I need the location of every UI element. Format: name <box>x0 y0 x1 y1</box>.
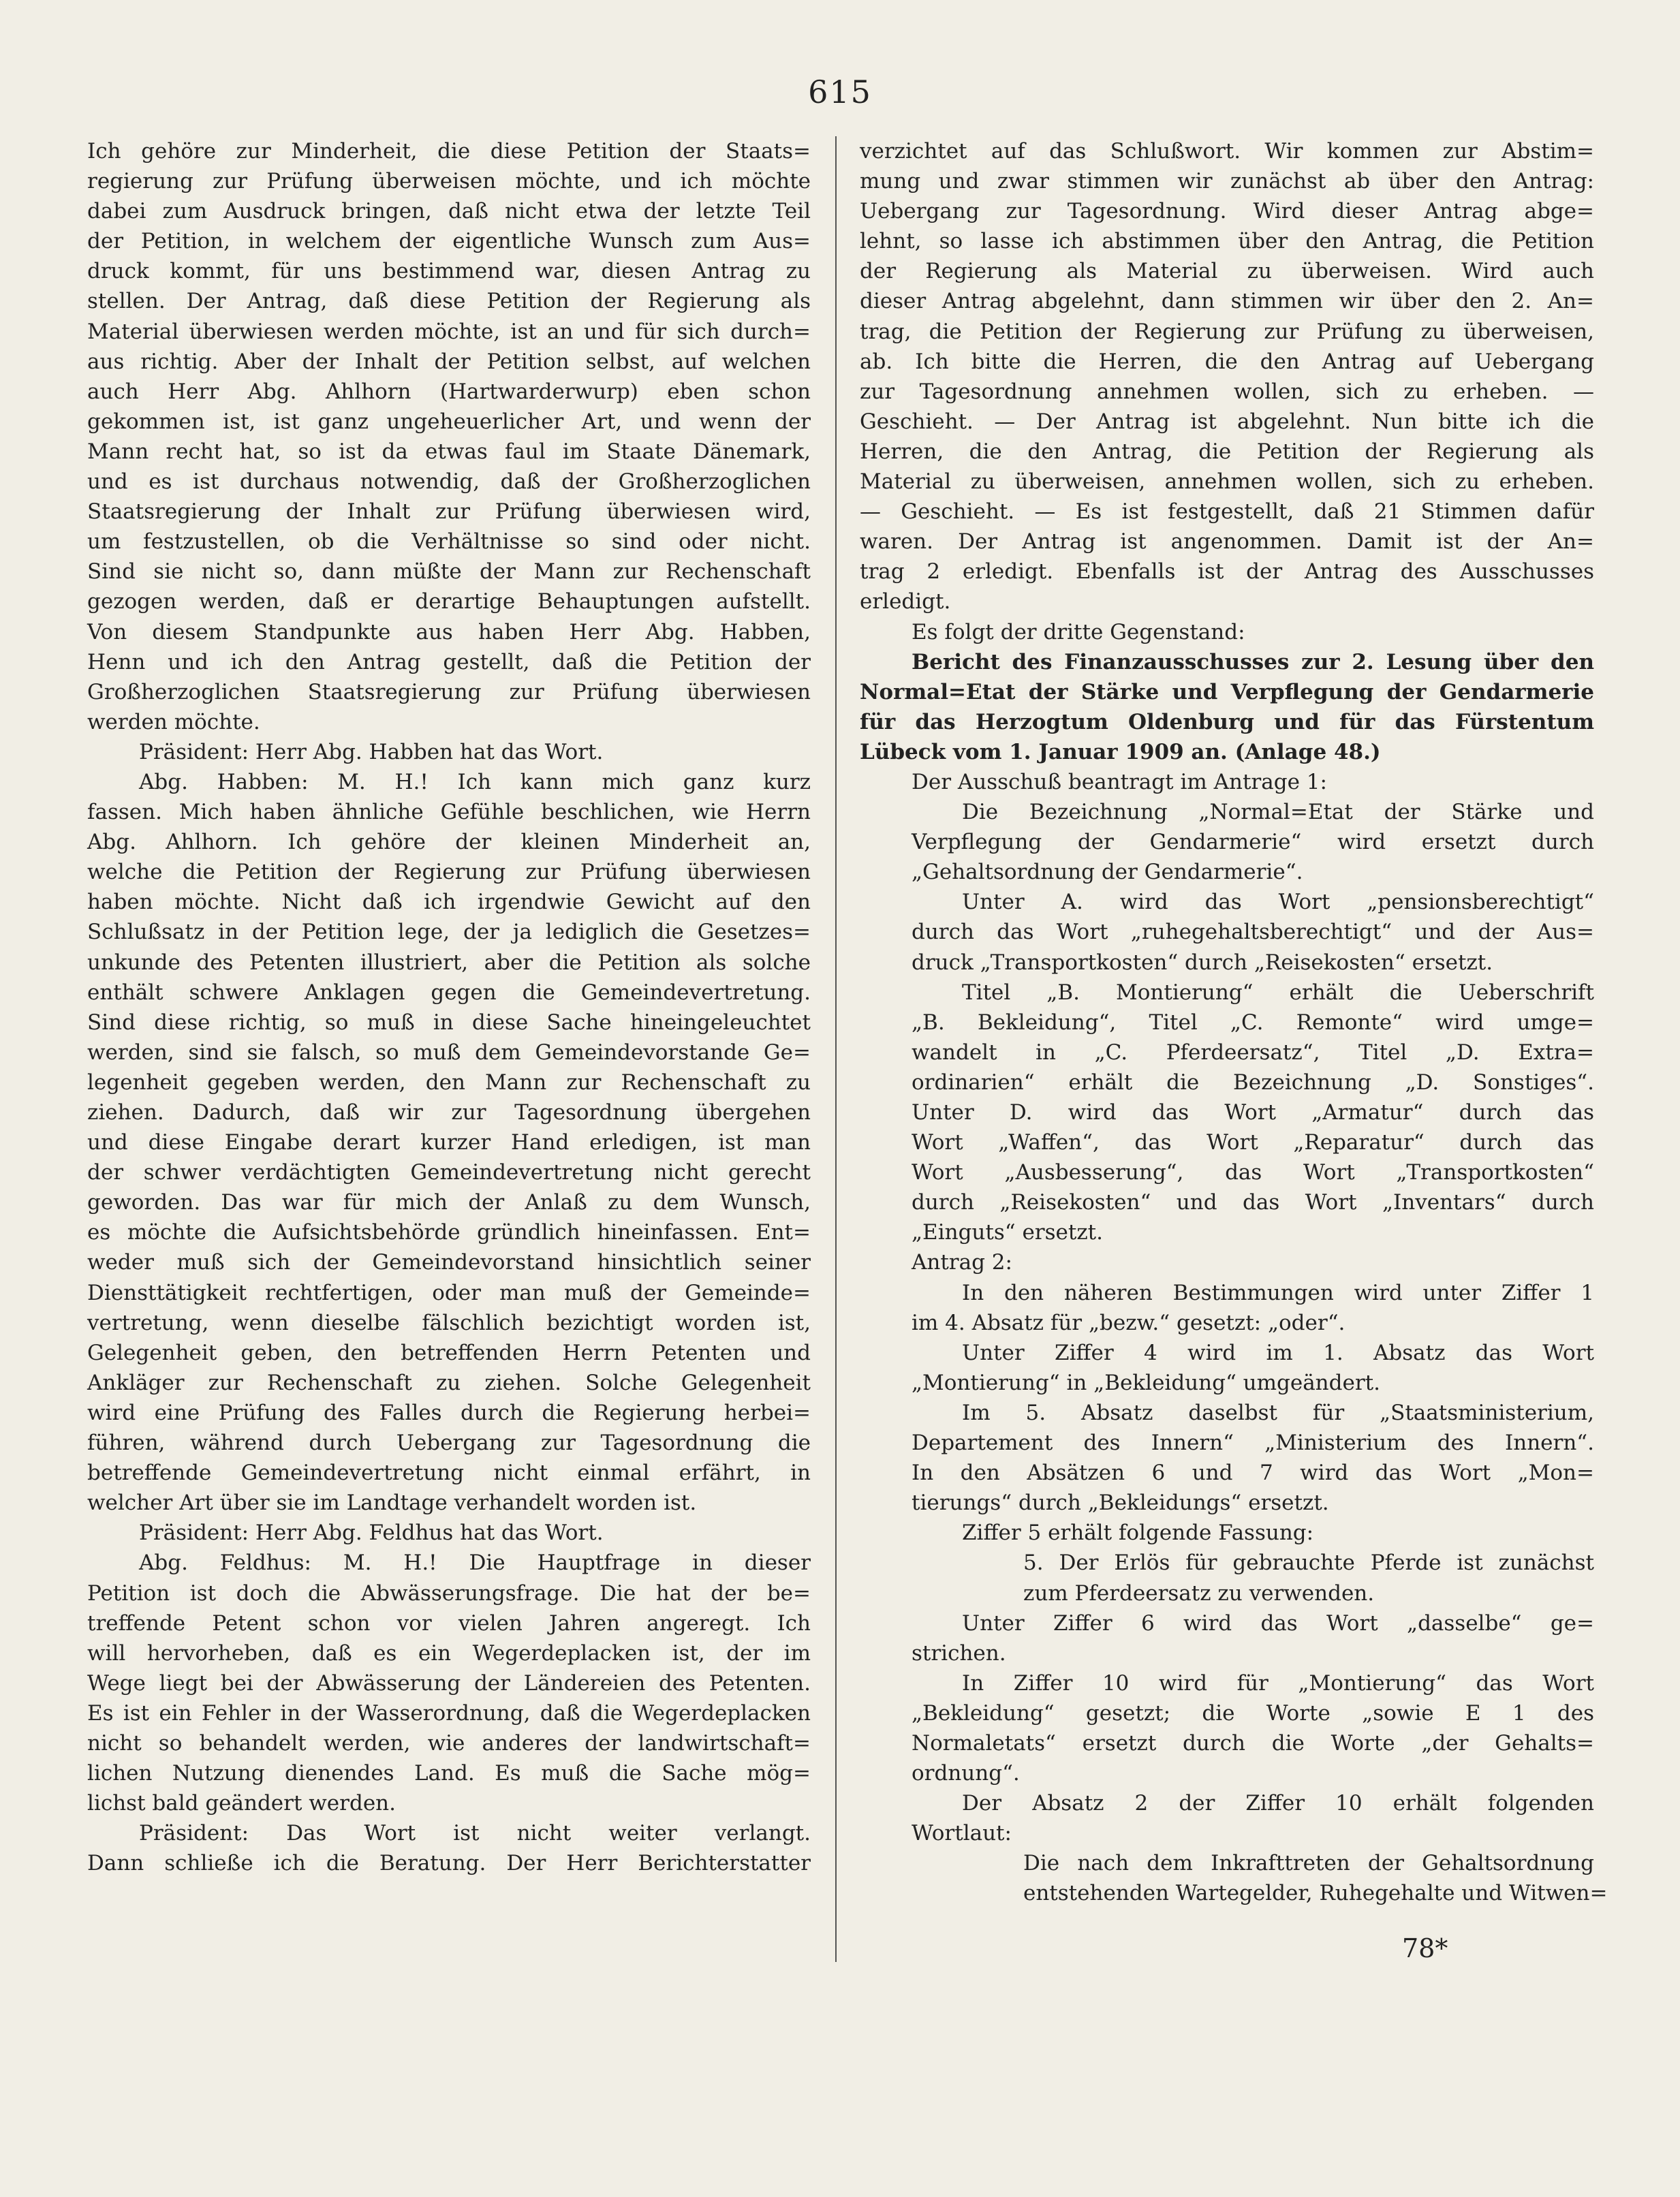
sheet-signature: 78* <box>1402 1933 1448 1963</box>
text-line: Petition ist doch die Abwässerungsfrage. Die hat der be= <box>87 1580 811 1606</box>
text-line: unkunde des Petenten illustriert, aber die Petition als solche <box>87 950 811 975</box>
text-line: In Ziffer 10 wird für „Montierung“ das Wort <box>962 1670 1594 1696</box>
text-line: und diese Eingabe derart kurzer Hand erledigen, ist man <box>87 1130 811 1155</box>
text-line: verzichtet auf das Schlußwort. Wir kommen zur Abstim= <box>860 139 1594 163</box>
text-line: gezogen werden, daß er derartige Behauptungen aufstellt. <box>87 589 811 614</box>
text-line: wandelt in „C. Pferdeersatz“, Titel „D. Extra= <box>912 1040 1594 1065</box>
text-line: Sind sie nicht so, dann müßte der Mann zur Rechenschaft <box>87 559 811 585</box>
text-line: der Petition, in welchem der eigentliche Wunsch zum Aus= <box>87 229 811 254</box>
text-line: „B. Bekleidung“, Titel „C. Remonte“ wird umge= <box>912 1010 1594 1035</box>
text-line: welche die Petition der Regierung zur Prüfung überwiesen <box>87 860 811 885</box>
text-line: Die Bezeichnung „Normal=Etat der Stärke und <box>962 800 1594 825</box>
text-line: Uebergang zur Tagesordnung. Wird dieser Antrag abge= <box>860 199 1594 224</box>
text-line: Es folgt der dritte Gegenstand: <box>912 619 1245 644</box>
text-line: will hervorheben, daß es ein Wegerdeplacken ist, der im <box>87 1640 811 1666</box>
text-line: Diensttätigkeit rechtfertigen, oder man muß der Gemeinde= <box>87 1280 811 1305</box>
text-line: Wort „Waffen“, das Wort „Reparatur“ durch das <box>912 1130 1594 1155</box>
text-line: Wortlaut: <box>912 1821 1012 1846</box>
text-line: lichen Nutzung dienendes Land. Es muß die Sache mög= <box>87 1761 811 1786</box>
text-line: enthält schwere Anklagen gegen die Gemeindevertretung. <box>87 980 811 1005</box>
text-line: Schlußsatz in der Petition lege, der ja lediglich die Gesetzes= <box>87 920 811 945</box>
text-line: Abg. Ahlhorn. Ich gehöre der kleinen Minderheit an, <box>87 830 811 855</box>
right-text-column <box>860 136 1608 1909</box>
text-line: Bericht des Finanzausschusses zur 2. Lesung über den <box>912 649 1594 674</box>
text-line: Departement des Innern“ „Ministerium des Innern“. <box>912 1431 1594 1456</box>
text-line: trag, die Petition der Regierung zur Prüfung zu überweisen, <box>860 319 1594 344</box>
text-line: 5. Der Erlös für gebrauchte Pferde ist zunächst <box>1023 1551 1594 1576</box>
text-line: regierung zur Prüfung überweisen möchte, und ich möchte <box>87 169 811 194</box>
text-line: und es ist durchaus notwendig, daß der Großherzoglichen <box>87 469 811 495</box>
text-line: — Geschieht. — Es ist festgestellt, daß 21 Stimmen dafür <box>860 499 1594 525</box>
text-line: durch „Reisekosten“ und das Wort „Inventars“ durch <box>912 1190 1594 1215</box>
text-line: Herren, die den Antrag, die Petition der Regierung als <box>860 439 1594 464</box>
text-line: strichen. <box>912 1640 1006 1666</box>
text-line: ordinarien“ erhält die Bezeichnung „D. Sonstiges“. <box>912 1070 1594 1095</box>
text-line: es möchte die Aufsichtsbehörde gründlich hineinfassen. Ent= <box>87 1220 811 1245</box>
text-line: Unter A. wird das Wort „pensionsberechtigt“ <box>962 890 1594 915</box>
text-line: legenheit gegeben werden, den Mann zur Rechenschaft zu <box>87 1070 811 1095</box>
text-line: wird eine Prüfung des Falles durch die Regierung herbei= <box>87 1400 811 1425</box>
text-line: Wort „Ausbesserung“, das Wort „Transportkosten“ <box>912 1160 1594 1185</box>
text-line: „Montierung“ in „Bekleidung“ umgeändert. <box>912 1370 1380 1395</box>
text-line: Der Absatz 2 der Ziffer 10 erhält folgenden <box>962 1791 1594 1816</box>
text-line: Gelegenheit geben, den betreffenden Herrn Petenten und <box>87 1340 811 1365</box>
text-line: Der Ausschuß beantragt im Antrage 1: <box>912 769 1327 794</box>
text-line: für das Herzogtum Oldenburg und für das Fürstentum <box>860 709 1594 734</box>
text-line: Geschieht. — Der Antrag ist abgelehnt. Nun bitte ich die <box>860 409 1594 434</box>
text-line: lichst bald geändert werden. <box>87 1791 396 1816</box>
text-line: Es ist ein Fehler in der Wasserordnung, daß die Wegerdeplacken <box>87 1700 811 1726</box>
text-line: Abg. Habben: M. H.! Ich kann mich ganz kurz <box>139 769 811 794</box>
text-line: druck kommt, für uns bestimmend war, diesen Antrag zu <box>87 259 811 284</box>
text-line: geworden. Das war für mich der Anlaß zu dem Wunsch, <box>87 1190 811 1215</box>
text-line: Titel „B. Montierung“ erhält die Ueberschrift <box>962 980 1594 1005</box>
text-line: weder muß sich der Gemeindevorstand hinsichtlich seiner <box>87 1250 811 1275</box>
text-line: durch das Wort „ruhegehaltsberechtigt“ und der Aus= <box>912 920 1594 945</box>
text-line: ab. Ich bitte die Herren, die den Antrag auf Uebergang <box>860 349 1594 374</box>
text-line: dieser Antrag abgelehnt, dann stimmen wir über den 2. An= <box>860 289 1594 314</box>
text-line: Präsident: Herr Abg. Habben hat das Wort. <box>139 739 604 764</box>
text-line: zum Pferdeersatz zu verwenden. <box>1023 1580 1375 1606</box>
text-line: erledigt. <box>860 589 951 614</box>
text-line: der schwer verdächtigten Gemeindevertretung nicht gerecht <box>87 1160 811 1185</box>
text-line: stellen. Der Antrag, daß diese Petition der Regierung als <box>87 289 811 314</box>
text-line: dabei zum Ausdruck bringen, daß nicht etwa der letzte Teil <box>87 199 811 224</box>
page-number: 615 <box>808 74 872 110</box>
text-line: Henn und ich den Antrag gestellt, daß die Petition der <box>87 649 811 674</box>
text-line: druck „Transportkosten“ durch „Reisekosten“ ersetzt. <box>912 950 1493 975</box>
text-line: Normal=Etat der Stärke und Verpflegung der Gendarmerie <box>860 679 1594 704</box>
text-line: Unter Ziffer 4 wird im 1. Absatz das Wort <box>962 1340 1594 1365</box>
text-line: Material überwiesen werden möchte, ist an und für sich durch= <box>87 319 811 344</box>
text-line: entstehenden Wartegelder, Ruhegehalte und Witwen= <box>1023 1881 1608 1906</box>
text-line: haben möchte. Nicht daß ich irgendwie Gewicht auf den <box>87 890 811 915</box>
text-line: Präsident: Herr Abg. Feldhus hat das Wort. <box>139 1521 604 1546</box>
text-line: führen, während durch Uebergang zur Tagesordnung die <box>87 1431 811 1456</box>
text-line: trag 2 erledigt. Ebenfalls ist der Antrag des Ausschusses <box>860 559 1594 585</box>
text-line: Mann recht hat, so ist da etwas faul im Staate Dänemark, <box>87 439 811 464</box>
text-line: Abg. Feldhus: M. H.! Die Hauptfrage in dieser <box>139 1551 811 1576</box>
text-line: Antrag 2: <box>912 1250 1012 1275</box>
text-line: Verpflegung der Gendarmerie“ wird ersetzt durch <box>912 830 1594 855</box>
text-line: ordnung“. <box>912 1761 1020 1786</box>
text-line: nicht so behandelt werden, wie anderes der landwirtschaft= <box>87 1730 811 1756</box>
text-line: Im 5. Absatz daselbst für „Staatsministerium, <box>962 1400 1594 1425</box>
text-line: tierungs“ durch „Bekleidungs“ ersetzt. <box>912 1491 1329 1516</box>
text-line: Material zu überweisen, annehmen wollen, sich zu erheben. <box>860 469 1594 495</box>
text-line: Normaletats“ ersetzt durch die Worte „der Gehalts= <box>912 1730 1594 1756</box>
text-line: zur Tagesordnung annehmen wollen, sich zu erheben. — <box>860 379 1594 404</box>
text-line: Ich gehöre zur Minderheit, die diese Petition der Staats= <box>87 139 811 163</box>
text-line: um festzustellen, ob die Verhältnisse so sind oder nicht. <box>87 529 811 555</box>
text-line: mung und zwar stimmen wir zunächst ab über den Antrag: <box>860 169 1594 194</box>
text-line: fassen. Mich haben ähnliche Gefühle beschlichen, wie Herrn <box>87 800 811 825</box>
text-line: Ankläger zur Rechenschaft zu ziehen. Solche Gelegenheit <box>87 1370 811 1395</box>
text-line: lehnt, so lasse ich abstimmen über den Antrag, die Petition <box>860 229 1594 254</box>
text-line: Unter Ziffer 6 wird das Wort „dasselbe“ ge= <box>962 1610 1594 1636</box>
text-line: der Regierung als Material zu überweisen. Wird auch <box>860 259 1594 284</box>
text-line: „Einguts“ ersetzt. <box>912 1220 1103 1245</box>
text-line: Lübeck vom 1. Januar 1909 an. (Anlage 48.) <box>860 739 1381 764</box>
text-line: auch Herr Abg. Ahlhorn (Hartwarderwurp) eben schon <box>87 379 811 404</box>
text-line: Von diesem Standpunkte aus haben Herr Abg. Habben, <box>87 619 811 644</box>
text-line: Großherzoglichen Staatsregierung zur Prüfung überwiesen <box>87 679 811 704</box>
text-line: vertretung, wenn dieselbe fälschlich bezichtigt worden ist, <box>87 1310 811 1335</box>
text-line: waren. Der Antrag ist angenommen. Damit ist der An= <box>860 529 1594 555</box>
text-line: Dann schließe ich die Beratung. Der Herr Berichterstatter <box>87 1851 811 1876</box>
text-line: aus richtig. Aber der Inhalt der Petition selbst, auf welchen <box>87 349 811 374</box>
text-line: Ziffer 5 erhält folgende Fassung: <box>962 1521 1314 1546</box>
text-line: Staatsregierung der Inhalt zur Prüfung überwiesen wird, <box>87 499 811 525</box>
left-text-column <box>87 136 811 1878</box>
column-divider <box>835 136 837 1962</box>
text-line: werden, sind sie falsch, so muß dem Gemeindevorstande Ge= <box>87 1040 811 1065</box>
text-line: In den näheren Bestimmungen wird unter Ziffer 1 <box>962 1280 1594 1305</box>
text-line: Präsident: Das Wort ist nicht weiter verlangt. <box>139 1821 811 1846</box>
text-line: treffende Petent schon vor vielen Jahren angeregt. Ich <box>87 1610 811 1636</box>
text-line: im 4. Absatz für „bezw.“ gesetzt: „oder“. <box>912 1310 1345 1335</box>
text-line: gekommen ist, ist ganz ungeheuerlicher Art, und wenn der <box>87 409 811 434</box>
text-line: betreffende Gemeindevertretung nicht einmal erfährt, in <box>87 1461 811 1486</box>
text-line: welcher Art über sie im Landtage verhandelt worden ist. <box>87 1491 697 1516</box>
text-line: Die nach dem Inkrafttreten der Gehaltsordnung <box>1023 1851 1594 1876</box>
text-line: Sind diese richtig, so muß in diese Sache hineingeleuchtet <box>87 1010 811 1035</box>
text-line: ziehen. Dadurch, daß wir zur Tagesordnung übergehen <box>87 1100 811 1125</box>
text-line: Unter D. wird das Wort „Armatur“ durch das <box>912 1100 1594 1125</box>
text-line: Wege liegt bei der Abwässerung der Ländereien des Petenten. <box>87 1670 811 1696</box>
text-line: In den Absätzen 6 und 7 wird das Wort „Mon= <box>912 1461 1594 1486</box>
text-line: „Gehaltsordnung der Gendarmerie“. <box>912 860 1303 885</box>
text-line: „Bekleidung“ gesetzt; die Worte „sowie E 1 des <box>912 1700 1594 1726</box>
text-line: werden möchte. <box>87 709 260 734</box>
